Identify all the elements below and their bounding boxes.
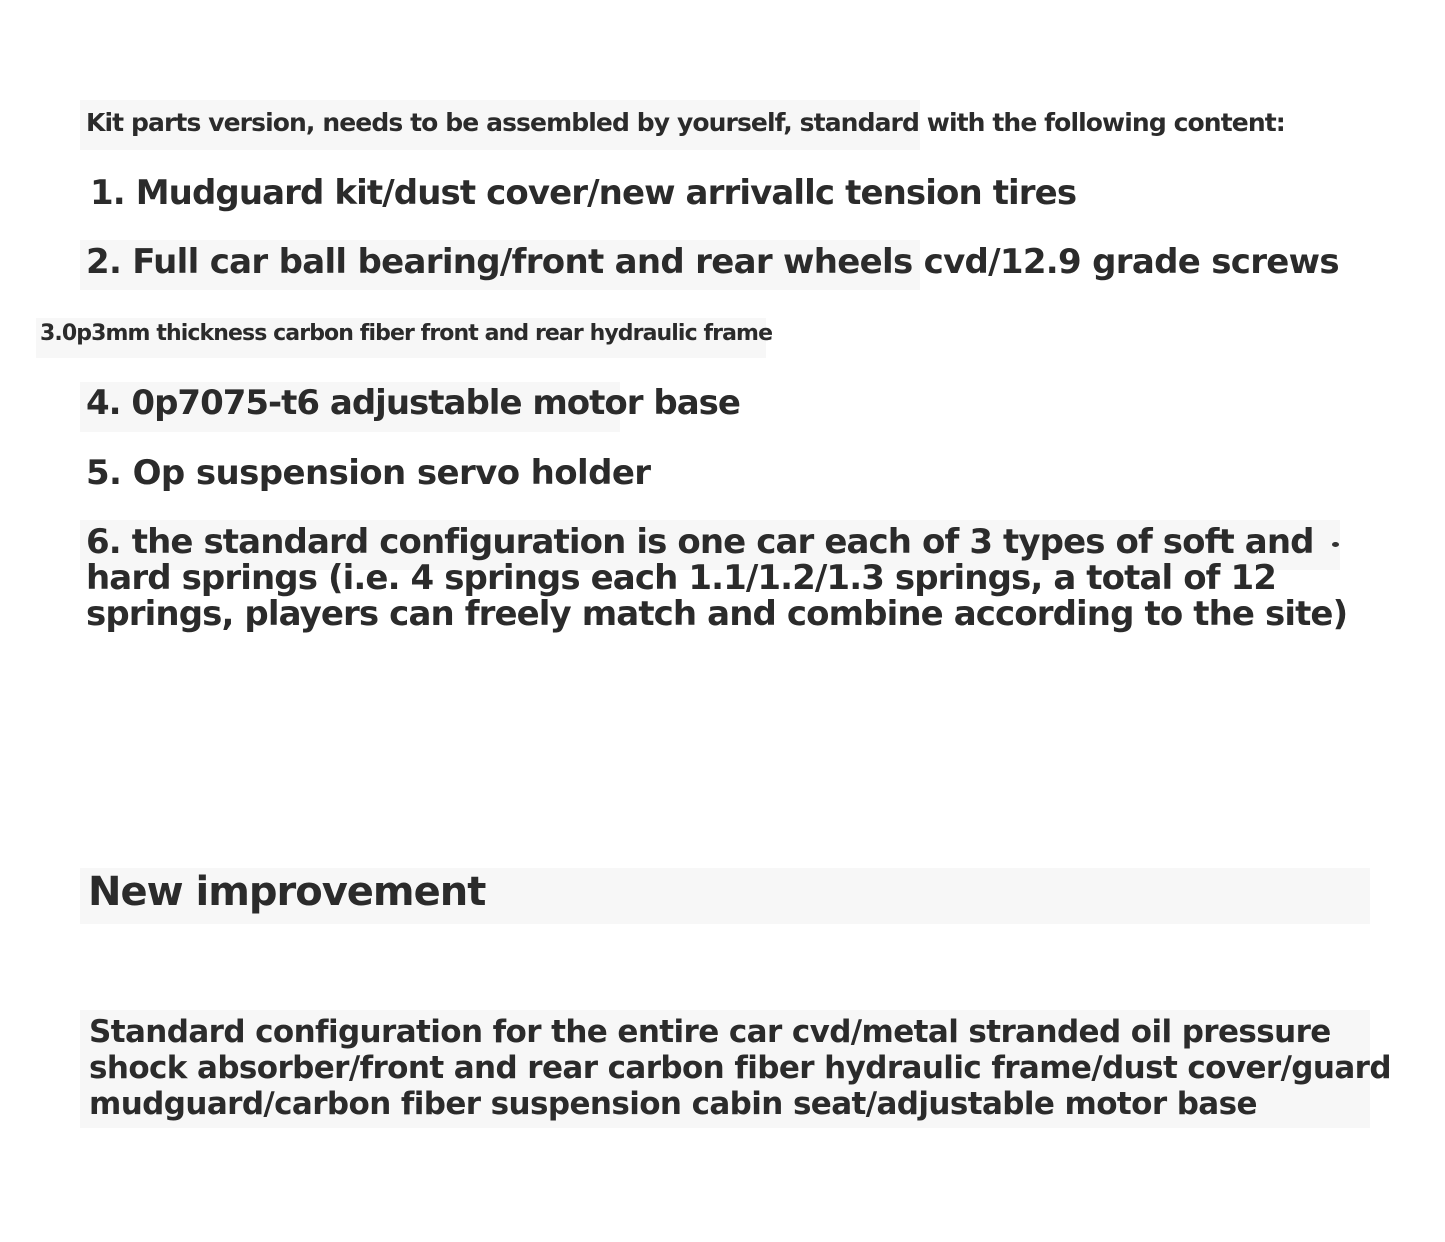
paragraph-line-1: Standard configuration for the entire car cvd/metal stranded oil pressure bbox=[89, 1014, 1331, 1050]
list-item-6-line-2: hard springs (i.e. 4 springs each 1.1/1.2/1.3 springs, a total of 12 bbox=[86, 558, 1277, 598]
stray-dot bbox=[1332, 542, 1339, 547]
list-item-6-line-3: springs, players can freely match and combine according to the site) bbox=[86, 594, 1348, 634]
list-item-4: 4. 0p7075-t6 adjustable motor base bbox=[86, 383, 740, 423]
list-item-2: 2. Full car ball bearing/front and rear wheels cvd/12.9 grade screws bbox=[86, 242, 1339, 282]
list-item-3: 3.0p3mm thickness carbon fiber front and rear hydraulic frame bbox=[40, 321, 773, 346]
list-item-6-line-1: 6. the standard configuration is one car each of 3 types of soft and bbox=[86, 522, 1314, 562]
section-heading: New improvement bbox=[88, 869, 486, 915]
intro-text: Kit parts version, needs to be assembled by yourself, standard with the following content: bbox=[86, 108, 1285, 137]
paragraph-line-3: mudguard/carbon fiber suspension cabin seat/adjustable motor base bbox=[89, 1086, 1257, 1122]
list-item-1: 1. Mudguard kit/dust cover/new arrivallc tension tires bbox=[90, 173, 1077, 213]
list-item-5: 5. Op suspension servo holder bbox=[86, 453, 651, 493]
paragraph-line-2: shock absorber/front and rear carbon fiber hydraulic frame/dust cover/guard bbox=[89, 1050, 1391, 1086]
